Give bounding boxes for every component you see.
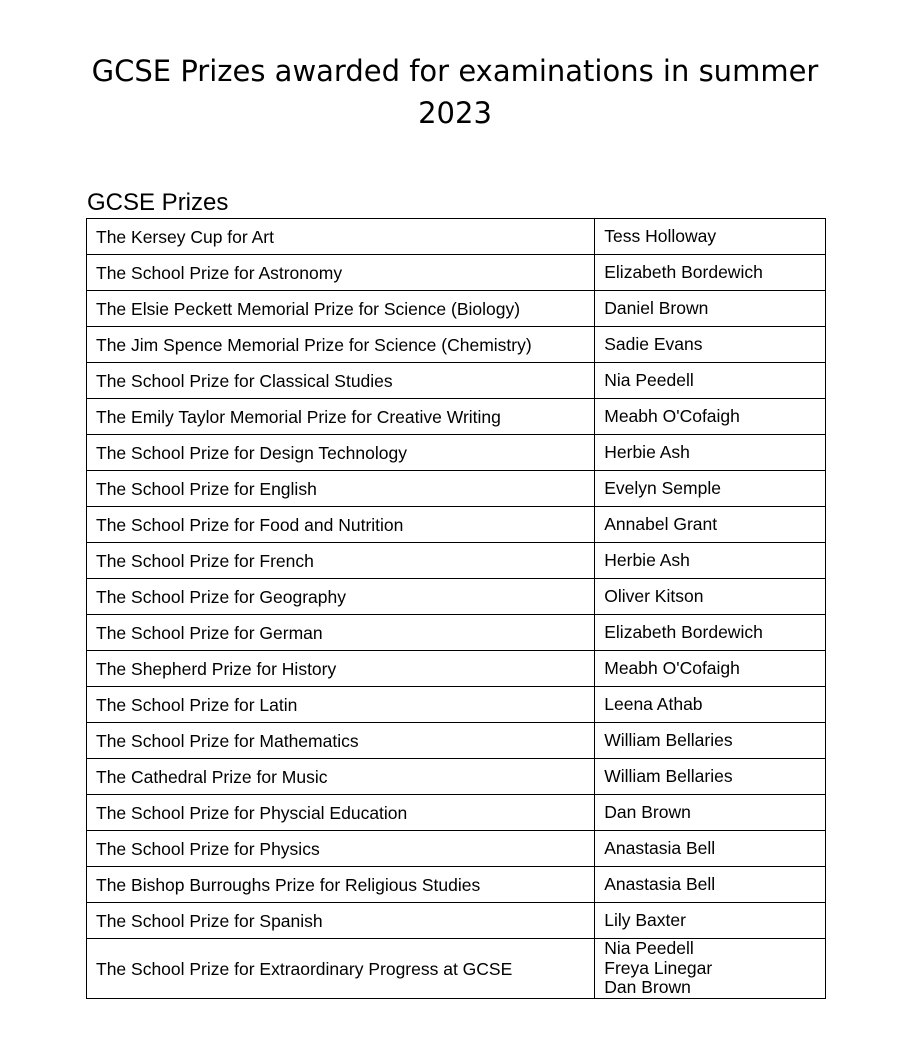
prize-name-cell: The Cathedral Prize for Music [87,759,595,795]
table-row [87,723,826,759]
table-row [87,795,826,831]
table-row [87,687,826,723]
table-row [87,939,826,999]
table-row [87,291,826,327]
prize-name-cell: The School Prize for Latin [87,687,595,723]
table-row [87,831,826,867]
winner-cell [595,615,826,651]
prize-name-cell: The School Prize for Classical Studies [87,363,595,399]
table-row [87,435,826,471]
prizes-table-body [87,219,826,999]
winner-name: Dan Brown [604,977,691,998]
winner-cell [595,543,826,579]
winner-name: Daniel Brown [604,297,709,318]
winner-cell [595,651,826,687]
winner-cell [595,219,826,255]
winner-name: Nia Peedell [604,369,694,390]
table-row [87,759,826,795]
prize-name-cell: The School Prize for Design Technology [87,435,595,471]
winner-name: Herbie Ash [604,549,690,570]
table-row [87,903,826,939]
winner-name: Dan Brown [604,801,691,822]
winner-cell [595,363,826,399]
winner-name: William Bellaries [604,729,733,750]
prize-name-cell: The School Prize for Spanish [87,903,595,939]
winner-cell [595,939,826,999]
prizes-table [86,218,826,999]
winner-name: Oliver Kitson [604,585,704,606]
winner-cell [595,291,826,327]
table-row [87,615,826,651]
winner-cell [595,471,826,507]
winner-name: Nia Peedell [604,938,694,959]
prize-name-cell: The School Prize for French [87,543,595,579]
winner-name: Meabh O'Cofaigh [604,657,740,678]
winner-name: Tess Holloway [604,225,717,246]
winner-name: Sadie Evans [604,333,703,354]
table-row [87,471,826,507]
section-heading: GCSE Prizes [87,189,229,216]
table-row [87,867,826,903]
prize-name-cell: The Bishop Burroughs Prize for Religious Studies [87,867,595,903]
winner-name: Lily Baxter [604,909,686,930]
prize-name-cell: The School Prize for Extraordinary Progress at GCSE [87,939,595,999]
prize-name-cell: The Kersey Cup for Art [87,219,595,255]
table-row [87,219,826,255]
winner-name: William Bellaries [604,765,733,786]
prize-name-cell: The Elsie Peckett Memorial Prize for Science (Biology) [87,291,595,327]
prize-name-cell: The School Prize for Food and Nutrition [87,507,595,543]
prize-name-cell: The Shepherd Prize for History [87,651,595,687]
winner-name: Herbie Ash [604,441,690,462]
winner-name: Anastasia Bell [604,837,716,858]
winner-cell [595,687,826,723]
table-row [87,651,826,687]
table-row [87,399,826,435]
winner-name: Freya Linegar [604,957,713,978]
table-row [87,507,826,543]
winner-name: Leena Athab [604,693,703,714]
winner-cell [595,759,826,795]
winner-name: Evelyn Semple [604,477,721,498]
winner-cell [595,435,826,471]
table-row [87,255,826,291]
winner-name: Elizabeth Bordewich [604,261,763,282]
winner-cell [595,327,826,363]
prize-name-cell: The Emily Taylor Memorial Prize for Creative Writing [87,399,595,435]
winner-cell [595,507,826,543]
prize-name-cell: The School Prize for Geography [87,579,595,615]
winner-cell [595,255,826,291]
page-title: GCSE Prizes awarded for examinations in summer 2023 [91,54,819,130]
winner-name: Meabh O'Cofaigh [604,405,740,426]
prize-name-cell: The School Prize for Mathematics [87,723,595,759]
winner-cell [595,903,826,939]
prize-name-cell: The Jim Spence Memorial Prize for Science (Chemistry) [87,327,595,363]
winner-cell [595,579,826,615]
winner-name: Anastasia Bell [604,873,716,894]
prize-name-cell: The School Prize for German [87,615,595,651]
winner-cell [595,399,826,435]
winner-name: Annabel Grant [604,513,718,534]
prize-name-cell: The School Prize for Physcial Education [87,795,595,831]
table-row [87,579,826,615]
table-row [87,363,826,399]
prize-name-cell: The School Prize for Astronomy [87,255,595,291]
winner-cell [595,795,826,831]
table-row [87,327,826,363]
winner-cell [595,831,826,867]
winner-name: Elizabeth Bordewich [604,621,763,642]
prize-name-cell: The School Prize for Physics [87,831,595,867]
table-row [87,543,826,579]
winner-cell [595,867,826,903]
prize-name-cell: The School Prize for English [87,471,595,507]
winner-cell [595,723,826,759]
